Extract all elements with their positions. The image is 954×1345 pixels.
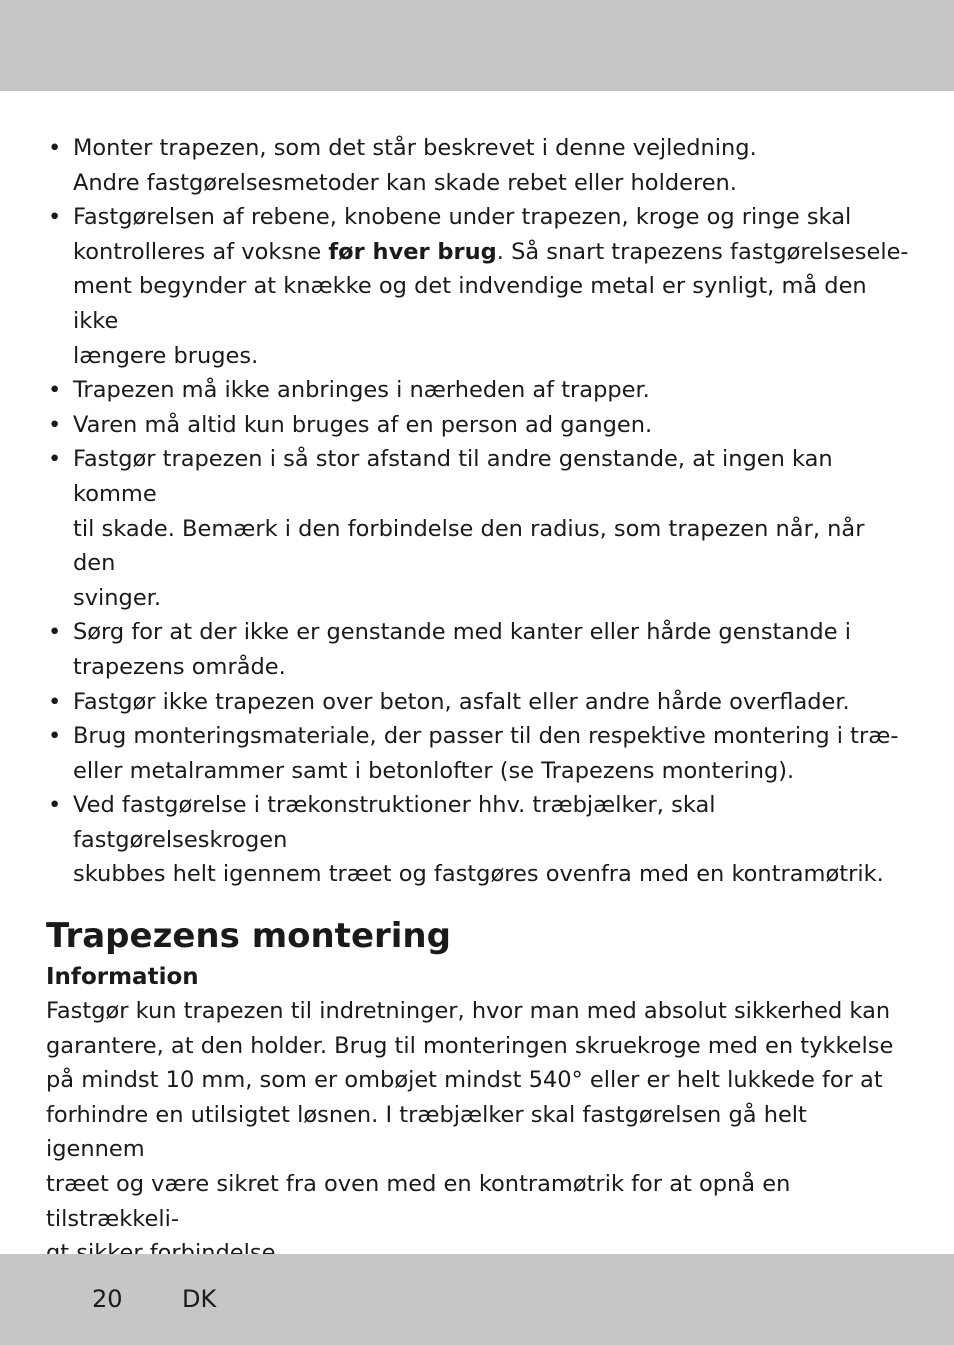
list-item: [46, 408, 912, 443]
bullet-marker: •: [48, 723, 62, 750]
list-item-line: Ved fastgørelse i trækonstruktioner hhv. træbjælker, skal fastgørelseskrogen: [73, 792, 716, 853]
list-item-text: . Så snart trapezens fastgørelsesele-: [496, 238, 909, 265]
list-item-line: eller metalrammer samt i betonlofter (se Trapezens montering).: [73, 757, 795, 784]
list-item: [46, 373, 912, 408]
list-item-line: Brug monteringsmateriale, der passer til den respektive montering i træ-: [73, 723, 899, 750]
bullet-marker: •: [48, 411, 62, 438]
list-item-line: trapezens område.: [73, 653, 286, 680]
paragraph-line: garantere, at den holder. Brug til monteringen skruekroge med en tykkelse: [46, 1032, 894, 1059]
page-number: 20: [92, 1285, 123, 1313]
list-item: [46, 131, 912, 200]
list-item-line: Andre fastgørelsesmetoder kan skade rebet eller holderen.: [73, 169, 737, 196]
list-item-line: ment begynder at knække og det indvendige metal er synligt, må den ikke: [73, 273, 867, 334]
footer-band: [0, 1254, 954, 1345]
bullet-marker: •: [48, 204, 62, 231]
bullet-marker: •: [48, 619, 62, 646]
section-title: Trapezens montering: [46, 916, 451, 957]
paragraph-line: på mindst 10 mm, som er ombøjet mindst 540° eller er helt lukkede for at: [46, 1067, 883, 1094]
list-item-line: Fastgør trapezen i så stor afstand til andre genstande, at ingen kan komme: [73, 446, 833, 507]
paragraph-line: Fastgør kun trapezen til indretninger, hvor man med absolut sikkerhed kan: [46, 998, 891, 1025]
list-item: [46, 615, 912, 684]
bullet-marker: •: [48, 688, 62, 715]
paragraph-line: træet og være sikret fra oven med en kontramøtrik for at opnå en tilstrækkeli-: [46, 1171, 791, 1232]
paragraph-line: forhindre en utilsigtet løsnen. I træbjælker skal fastgørelsen gå helt igennem: [46, 1101, 807, 1163]
list-item: [46, 788, 912, 892]
list-item: [46, 719, 912, 788]
section-subtitle: Information: [46, 964, 199, 991]
bullet-marker: •: [48, 792, 62, 819]
list-item-line: Monter trapezen, som det står beskrevet i denne vejledning.: [73, 135, 757, 161]
list-item-line: Fastgørelsen af rebene, knobene under trapezen, kroge og ringe skal: [73, 204, 852, 231]
safety-bullet-list: [46, 131, 912, 892]
list-item-line: Varen må altid kun bruges af en person ad gangen.: [73, 411, 653, 438]
bullet-marker: •: [48, 135, 62, 161]
list-item-line: skubbes helt igennem træet og fastgøres ovenfra med en kontramøtrik.: [73, 861, 884, 888]
list-item: [46, 685, 912, 720]
list-item: [46, 200, 912, 373]
page-content: [46, 131, 912, 1271]
list-item-line: længere bruges.: [73, 342, 259, 369]
list-item-line: til skade. Bemærk i den forbindelse den radius, som trapezen når, når den: [73, 515, 865, 577]
header-band: [0, 0, 954, 91]
list-item: [46, 442, 912, 615]
list-item-line: svinger.: [73, 584, 162, 611]
list-item-text: kontrolleres af voksne: [73, 238, 329, 265]
bullet-marker: •: [48, 377, 62, 404]
list-item-line: Fastgør ikke trapezen over beton, asfalt eller andre hårde overflader.: [73, 688, 850, 715]
language-code: DK: [182, 1285, 217, 1313]
list-item-line: [73, 235, 912, 270]
information-paragraph: [46, 994, 912, 1271]
bullet-marker: •: [48, 446, 62, 473]
list-item-line: Trapezen må ikke anbringes i nærheden af trapper.: [73, 377, 650, 404]
list-item-line: Sørg for at der ikke er genstande med kanter eller hårde genstande i: [73, 619, 851, 646]
emphasis-text: før hver brug: [328, 238, 497, 265]
